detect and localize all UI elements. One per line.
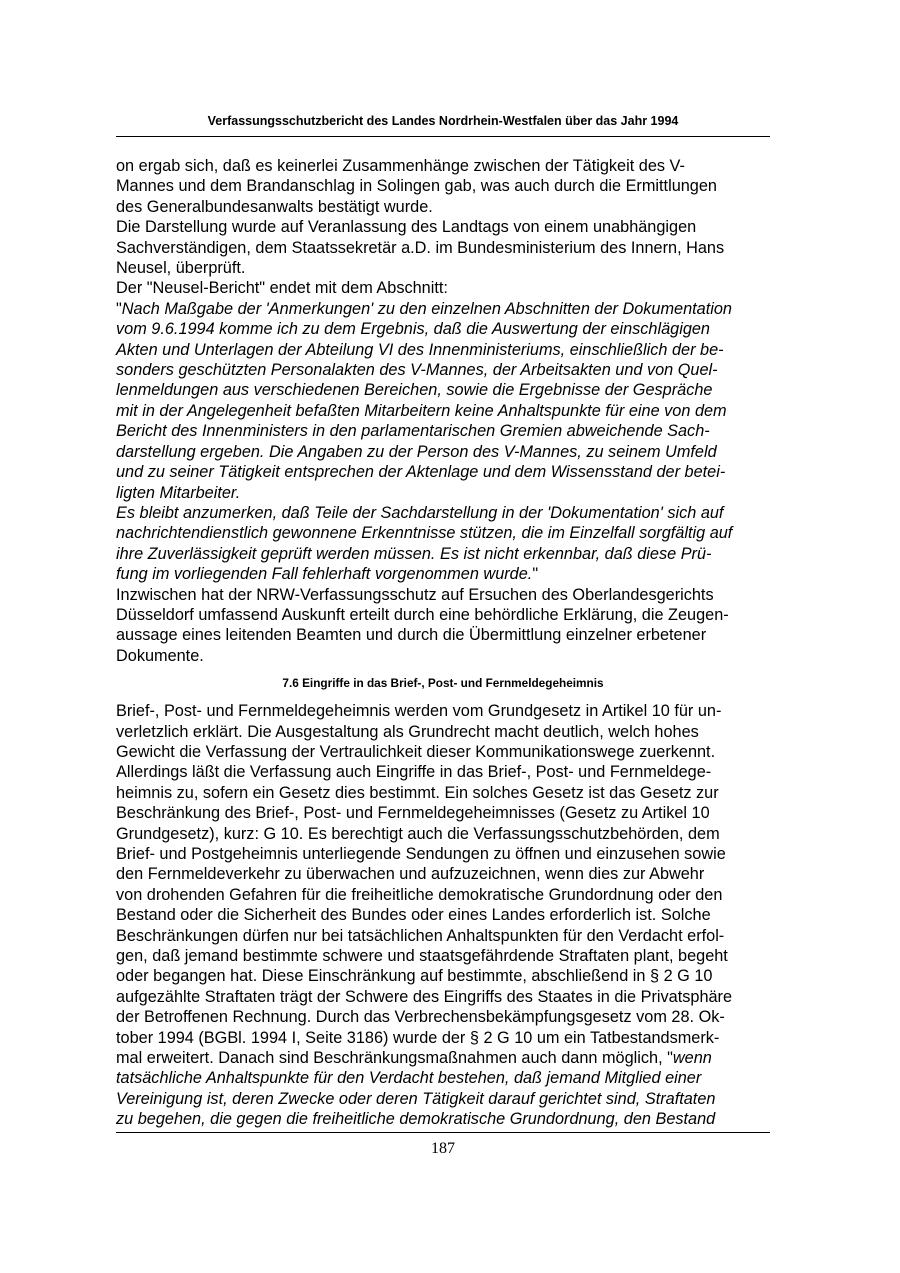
text-segment: Allerdings läßt die Verfassung auch Eingriffe in das Brief-, Post- und Fernmeldege- [116,763,712,782]
text-segment: Brief-, Post- und Fernmeldegeheimnis werden vom Grundgesetz in Artikel 10 für un- [116,702,722,721]
text-segment: Dokumente. [116,646,204,665]
text-line [116,844,788,864]
text-segment: Mannes und dem Brandanschlag in Solingen gab, was auch durch die Ermittlungen [116,177,717,196]
text-line [116,503,788,523]
text-segment: gen, daß jemand bestimmte schwere und staatsgefährdende Straftaten plant, begeht [116,947,728,966]
text-line [116,523,788,543]
italic-quote-segment: nachrichtendienstlich gewonnene Erkenntnisse stützen, die im Einzelfall sorgfältig auf [116,524,733,543]
text-segment: von drohenden Gefahren für die freiheitliche demokratische Grundordnung oder den [116,885,723,904]
text-line [116,1089,788,1109]
italic-quote-segment: darstellung ergeben. Die Angaben zu der Person des V-Mannes, zu seinem Umfeld [116,442,717,461]
text-line [116,278,788,298]
text-line [116,258,788,278]
italic-quote-segment: Es bleibt anzumerken, daß Teile der Sachdarstellung in der 'Dokumentation' sich auf [116,503,724,522]
text-line [116,217,788,237]
text-line [116,701,788,721]
text-segment: Beschränkung des Brief-, Post- und Fernmeldegeheimnisses (Gesetz zu Artikel 10 [116,804,710,823]
text-line [116,360,788,380]
text-line [116,340,788,360]
text-line [116,742,788,762]
text-line [116,585,788,605]
text-line [116,783,788,803]
text-segment: den Fernmeldeverkehr zu überwachen und aufzuzeichnen, wenn dies zur Abwehr [116,865,705,884]
text-line [116,646,788,666]
text-segment: heimnis zu, sofern ein Gesetz dies bestimmt. Ein solches Gesetz ist das Gesetz zur [116,783,719,802]
text-line [116,885,788,905]
italic-quote-segment: Vereinigung ist, deren Zwecke oder deren Tätigkeit darauf gerichtet sind, Straftaten [116,1089,716,1108]
text-segment: aufgezählte Straftaten trägt der Schwere des Eingriffs des Staates in die Privatsphäre [116,987,733,1006]
footer-rule [116,1132,770,1133]
text-line [116,421,788,441]
text-segment: tober 1994 (BGBl. 1994 I, Seite 3186) wurde der § 2 G 10 um ein Tatbestandsmerk- [116,1028,720,1047]
text-segment: Sachverständigen, dem Staatssekretär a.D. im Bundesministerium des Innern, Hans [116,238,725,257]
text-segment: on ergab sich, daß es keinerlei Zusammenhänge zwischen der Tätigkeit des V- [116,157,685,175]
italic-quote-segment: und zu seiner Tätigkeit entsprechen der Aktenlage und dem Wissensstand der betei- [116,463,726,482]
section-heading: 7.6 Eingriffe in das Brief-, Post- und Fernmeldegeheimnis [282,676,604,691]
text-segment: Beschränkungen dürfen nur bei tatsächlichen Anhaltspunkten für den Verdacht erfol- [116,926,725,945]
text-line [116,319,788,339]
paragraphs-before-heading [116,156,788,666]
text-line [116,442,788,462]
italic-quote-segment: vom 9.6.1994 komme ich zu dem Ergebnis, daß die Auswertung der einschlägigen [116,320,710,339]
text-segment: Inzwischen hat der NRW-Verfassungsschutz auf Ersuchen des Oberlandesgerichts [116,585,714,604]
text-line [116,625,788,645]
italic-quote-segment: ligten Mitarbeiter. [116,483,241,502]
italic-quote-segment: ihre Zuverlässigkeit geprüft werden müssen. Es ist nicht erkennbar, daß diese Prü- [116,544,712,563]
text-line [116,905,788,925]
text-line [116,1048,788,1068]
text-segment: verletzlich erklärt. Die Ausgestaltung als Grundrecht macht deutlich, welch hohes [116,722,699,741]
text-line [116,864,788,884]
text-segment: oder begangen hat. Diese Einschränkung auf bestimmte, abschließend in § 2 G 10 [116,967,713,986]
text-segment: aussage eines leitenden Beamten und durch die Übermittlung einzelner erbetener [116,626,707,645]
text-line [116,605,788,625]
text-line [116,197,788,217]
text-line [116,299,788,319]
header-rule [116,136,770,137]
text-line [116,401,788,421]
text-line [116,946,788,966]
italic-quote-segment: tatsächliche Anhaltspunkte für den Verdacht bestehen, daß jemand Mitglied einer [116,1069,702,1088]
page-header: Verfassungsschutzbericht des Landes Nordrhein-Westfalen über das Jahr 1994 [207,114,679,128]
text-segment: Grundgesetz), kurz: G 10. Es berechtigt auch die Verfassungsschutzbehörden, dem [116,824,720,843]
text-line [116,803,788,823]
italic-quote-segment: mit in der Angelegenheit befaßten Mitarbeitern keine Anhaltspunkte für eine von dem [116,401,727,420]
text-segment: Neusel, überprüft. [116,259,246,278]
text-line [116,380,788,400]
italic-quote-segment: Bericht des Innenministers in den parlamentarischen Gremien abweichende Sach- [116,422,710,441]
text-line [116,176,788,196]
text-segment: der Betroffenen Rechnung. Durch das Verbrechensbekämpfungsgesetz vom 28. Ok- [116,1008,725,1027]
body-text [116,156,788,1130]
text-segment: Brief- und Postgeheimnis unterliegende Sendungen zu öffnen und einzusehen sowie [116,845,726,863]
text-line [116,483,788,503]
italic-quote-segment: Akten und Unterlagen der Abteilung VI des Innenministeriums, einschließlich der be- [116,340,724,359]
text-line [116,926,788,946]
paragraphs-after-heading [116,701,788,1130]
text-line [116,1109,788,1129]
text-segment: Die Darstellung wurde auf Veranlassung des Landtags von einem unabhängigen [116,218,697,237]
italic-quote-segment: Nach Maßgabe der 'Anmerkungen' zu den einzelnen Abschnitten der Dokumentation [121,299,732,318]
text-line [116,966,788,986]
text-line [116,238,788,258]
text-segment: Gewicht die Verfassung der Vertraulichkeit dieser Kommunikationswege zuerkennt. [116,742,716,761]
text-segment: mal erweitert. Danach sind Beschränkungsmaßnahmen auch dann möglich, " [116,1049,673,1068]
italic-quote-segment: wenn [672,1049,712,1068]
text-line [116,564,788,584]
text-segment: " [116,299,122,318]
italic-quote-segment: lenmeldungen aus verschiedenen Bereichen, sowie die Ergebnisse der Gespräche [116,381,713,400]
text-line [116,762,788,782]
text-line [116,462,788,482]
page-number: 187 [431,1140,455,1157]
text-line [116,987,788,1007]
text-line [116,156,788,176]
text-segment: Düsseldorf umfassend Auskunft erteilt durch eine behördliche Erklärung, die Zeugen- [116,605,729,624]
text-segment: Bestand oder die Sicherheit des Bundes oder eines Landes erforderlich ist. Solche [116,906,711,925]
text-line [116,824,788,844]
text-line [116,544,788,564]
text-segment: des Generalbundesanwalts bestätigt wurde. [116,197,433,216]
italic-quote-segment: fung im vorliegenden Fall fehlerhaft vorgenommen wurde. [116,565,533,584]
text-line [116,1068,788,1088]
text-segment: " [532,565,539,584]
italic-quote-segment: zu begehen, die gegen die freiheitliche demokratische Grundordnung, den Bestand [116,1110,716,1129]
text-line [116,1028,788,1048]
text-line [116,722,788,742]
italic-quote-segment: sonders geschützten Personalakten des V-Mannes, der Arbeitsakten und von Quel- [116,361,718,380]
text-segment: Der "Neusel-Bericht" endet mit dem Abschnitt: [116,279,448,298]
text-line [116,1007,788,1027]
